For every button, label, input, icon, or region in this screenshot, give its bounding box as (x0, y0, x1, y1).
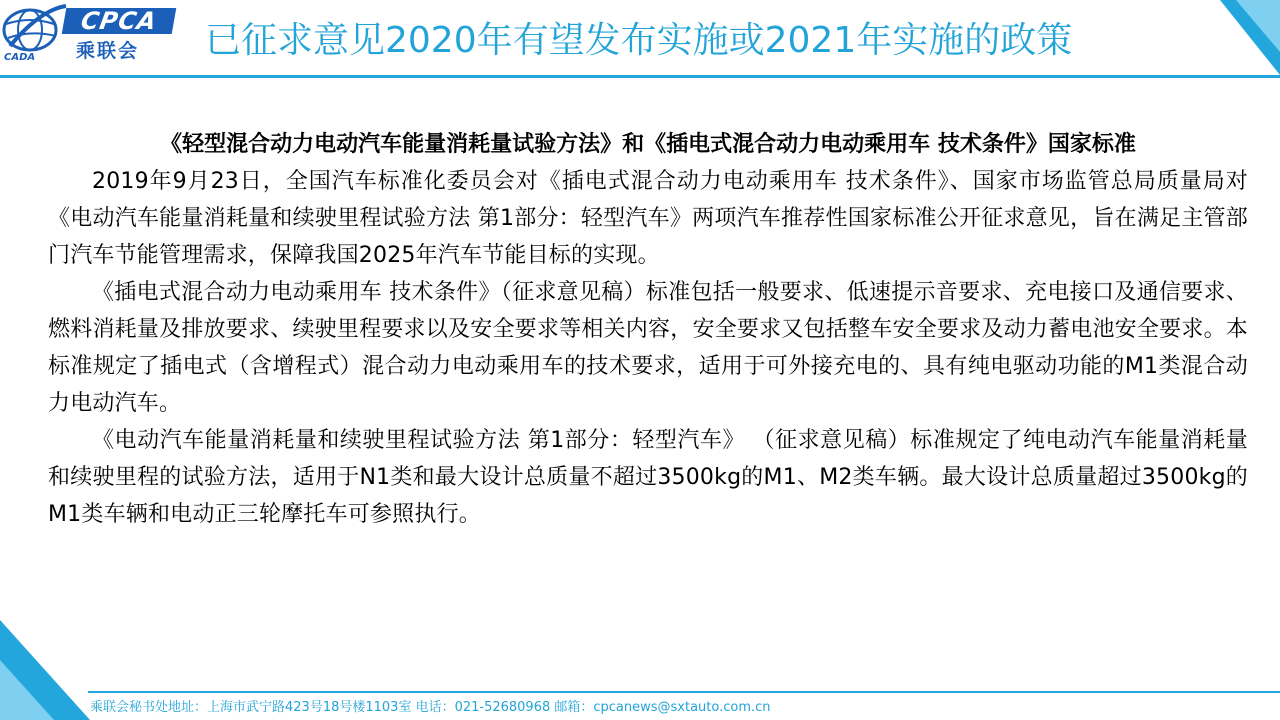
slide-header (0, 0, 1280, 78)
page-title: 已征求意见2020年有望发布实施或2021年实施的政策 (205, 20, 1073, 61)
corner-decoration-bottom-left (0, 620, 90, 720)
slide-body (48, 126, 1248, 533)
header-divider (0, 75, 1280, 78)
paragraph-2: 《插电式混合动力电动乘用车 技术条件》（征求意见稿）标准包括一般要求、低速提示音要求、充电接口及通信要求、燃料消耗量及排放要求、续驶里程要求以及安全要求等相关内容，安全要求又包括整车安全要求及动力蓄电池安全要求。本标准规定了插电式（含增程式）混合动力电动乘用车的技术要求，适用于可外接充电的、具有纯电驱动功能的M1类混合动力电动汽车。 (48, 280, 1248, 416)
logo-brand-cn: 乘联会 (76, 40, 140, 62)
paragraph-3: 《电动汽车能量消耗量和续驶里程试验方法 第1部分：轻型汽车》 （征求意见稿）标准规定了纯电动汽车能量消耗量和续驶里程的试验方法，适用于N1类和最大设计总质量不超过3500kg的M1、M2类车辆。最大设计总质量超过3500kg的M1类车辆和电动正三轮摩托车可参照执行。 (48, 428, 1248, 527)
globe-logo-icon (0, 0, 70, 60)
footer-divider (88, 691, 1280, 693)
cpca-logo (0, 0, 195, 70)
corner-decoration-top-right (1220, 0, 1280, 75)
footer-contact: 乘联会秘书处地址：上海市武宁路423号18号楼1103室 电话：021-52680968 邮箱：cpcanews@sxtauto.com.cn (90, 700, 771, 715)
logo-brand-en: CPCA (62, 8, 177, 34)
section-heading: 《轻型混合动力电动汽车能量消耗量试验方法》和《插电式混合动力电动乘用车 技术条件》国家标准 (160, 132, 1136, 157)
paragraph-1: 2019年9月23日，全国汽车标准化委员会对《插电式混合动力电动乘用车 技术条件》、国家市场监管总局质量局对《电动汽车能量消耗量和续驶里程试验方法 第1部分：轻型汽车》两项汽车推荐性国家标准公开征求意见，旨在满足主管部门汽车节能管理需求，保障我国2025年汽车节能目标的实现。 (48, 169, 1248, 268)
logo-sub-en: CADA (4, 52, 36, 63)
